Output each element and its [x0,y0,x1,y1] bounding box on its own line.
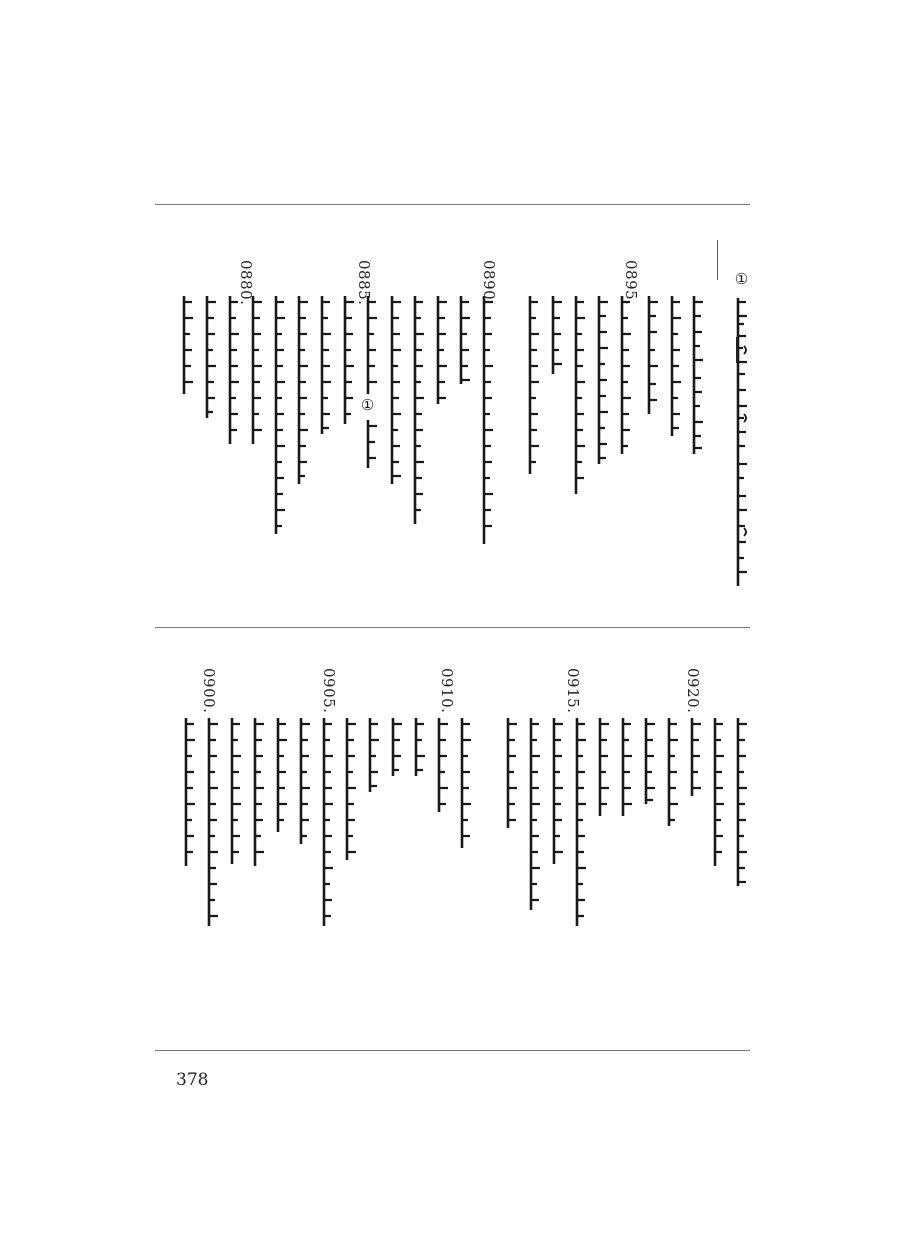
upper-line-14b [364,418,378,468]
lower-line-17 [343,716,357,860]
upper-line-11 [434,294,448,404]
footnote-marker: ① [734,270,749,288]
upper-line-19 [249,294,263,444]
upper-line-10 [457,294,471,384]
lower-line-2 [711,716,725,866]
inline-footnote-marker: ① [360,396,375,414]
lower-line-23 [205,716,219,926]
top-rule [155,204,750,205]
lower-line-16 [366,716,380,792]
lower-line-19 [297,716,311,844]
line-number: 0920. [684,668,702,714]
upper-line-18 [272,294,286,534]
upper-line-15 [341,294,355,424]
upper-line-7 [549,294,563,374]
upper-line-14 [364,294,378,394]
upper-line-17 [295,294,309,484]
upper-line-8 [526,294,540,474]
bottom-rule [155,1050,750,1051]
line-number: 0900. [200,668,218,714]
upper-line-6 [572,294,586,494]
upper-line-13 [388,294,402,484]
upper-line-20 [226,294,240,444]
upper-line-21 [203,294,217,418]
lower-line-14 [412,716,426,776]
lower-line-6 [619,716,633,816]
upper-line-2 [668,294,682,436]
upper-line-22 [180,294,194,394]
line-number: 0905. [320,668,338,714]
upper-line-3 [645,294,659,414]
lower-line-8 [573,716,587,926]
middle-rule [155,627,750,628]
line-number: 0895. [622,260,640,306]
lower-line-10 [527,716,541,910]
line-number: 0915. [564,668,582,714]
lower-line-4 [665,716,679,826]
lower-line-12 [458,716,472,848]
line-number: 0885. [355,260,373,306]
lower-line-7 [596,716,610,816]
lower-line-18 [320,716,334,926]
lower-line-11 [504,716,518,828]
lower-line-3 [688,716,702,796]
footnote-separator [717,240,718,280]
lower-line-21 [251,716,265,866]
lower-line-13 [435,716,449,812]
upper-line-16 [318,294,332,434]
lower-line-22 [228,716,242,864]
lower-line-5 [642,716,656,804]
lower-line-1 [734,716,748,886]
upper-line-12 [411,294,425,524]
em-dash [736,337,738,363]
lower-line-20 [274,716,288,832]
upper-line-1 [690,294,704,454]
lower-line-24 [182,716,196,866]
upper-line-9 [480,294,494,544]
line-number: 0880. [237,260,255,306]
upper-line-4 [618,294,632,454]
line-number: 0890. [480,260,498,306]
lower-line-9 [550,716,564,864]
line-number: 0910. [438,668,456,714]
lower-line-15 [389,716,403,776]
page-number: 378 [176,1070,209,1090]
upper-line-5 [595,294,609,474]
